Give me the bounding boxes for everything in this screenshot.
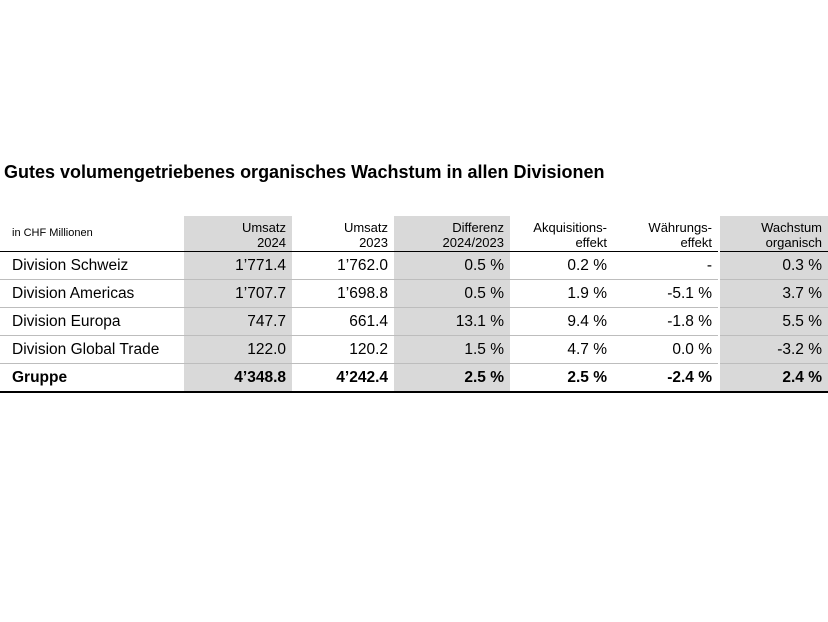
header-wachstum-organisch (719, 216, 828, 252)
total-differenz: 2.5 % (394, 364, 510, 393)
header-umsatz-2024 (184, 216, 292, 252)
cell-umsatz-2023: 1’698.8 (292, 280, 394, 308)
total-waehrungseffekt: -2.4 % (613, 364, 719, 393)
cell-waehrungseffekt: - (613, 252, 719, 280)
cell-akquisitionseffekt: 1.9 % (510, 280, 613, 308)
header-line: Differenz (452, 220, 504, 235)
header-waehrungseffekt (613, 216, 719, 252)
cell-waehrungseffekt: -5.1 % (613, 280, 719, 308)
unit-label: in CHF Millionen (0, 216, 184, 252)
total-umsatz-2024: 4’348.8 (184, 364, 292, 393)
header-line: Umsatz (343, 220, 388, 235)
cell-differenz: 0.5 % (394, 280, 510, 308)
cell-umsatz-2023: 661.4 (292, 308, 394, 336)
cell-differenz: 0.5 % (394, 252, 510, 280)
table-row (0, 252, 828, 280)
header-line: effekt (680, 235, 712, 250)
cell-umsatz-2024: 1’707.7 (184, 280, 292, 308)
header-line: Währungs- (648, 220, 712, 235)
table-header-row (0, 216, 828, 252)
header-line: 2024/2023 (442, 235, 504, 250)
header-line: 2024 (257, 235, 286, 250)
header-line: organisch (765, 235, 822, 250)
cell-differenz: 13.1 % (394, 308, 510, 336)
row-label: Division Schweiz (0, 252, 184, 280)
header-line: Akquisitions- (533, 220, 607, 235)
page-title: Gutes volumengetriebenes organisches Wachstum in allen Divisionen (4, 162, 605, 182)
total-wachstum-organisch: 2.4 % (719, 364, 828, 393)
header-line: 2023 (359, 235, 388, 250)
cell-differenz: 1.5 % (394, 336, 510, 364)
cell-umsatz-2024: 747.7 (184, 308, 292, 336)
cell-umsatz-2023: 120.2 (292, 336, 394, 364)
cell-wachstum-organisch: 5.5 % (719, 308, 828, 336)
cell-akquisitionseffekt: 0.2 % (510, 252, 613, 280)
table-row (0, 336, 828, 364)
row-label: Division Global Trade (0, 336, 184, 364)
cell-wachstum-organisch: 0.3 % (719, 252, 828, 280)
row-label: Division Europa (0, 308, 184, 336)
total-label: Gruppe (0, 364, 184, 393)
cell-waehrungseffekt: 0.0 % (613, 336, 719, 364)
cell-wachstum-organisch: 3.7 % (719, 280, 828, 308)
header-differenz (394, 216, 510, 252)
total-umsatz-2023: 4’242.4 (292, 364, 394, 393)
divisions-table (0, 216, 828, 393)
header-line: Umsatz (241, 220, 286, 235)
cell-umsatz-2023: 1’762.0 (292, 252, 394, 280)
row-label: Division Americas (0, 280, 184, 308)
cell-umsatz-2024: 122.0 (184, 336, 292, 364)
table-row (0, 280, 828, 308)
cell-umsatz-2024: 1’771.4 (184, 252, 292, 280)
cell-wachstum-organisch: -3.2 % (719, 336, 828, 364)
header-umsatz-2023 (292, 216, 394, 252)
cell-akquisitionseffekt: 9.4 % (510, 308, 613, 336)
cell-waehrungseffekt: -1.8 % (613, 308, 719, 336)
header-line: effekt (575, 235, 607, 250)
table-total-row (0, 364, 828, 393)
header-akquisitionseffekt (510, 216, 613, 252)
table-row (0, 308, 828, 336)
cell-akquisitionseffekt: 4.7 % (510, 336, 613, 364)
total-akquisitionseffekt: 2.5 % (510, 364, 613, 393)
header-line: Wachstum (761, 220, 822, 235)
